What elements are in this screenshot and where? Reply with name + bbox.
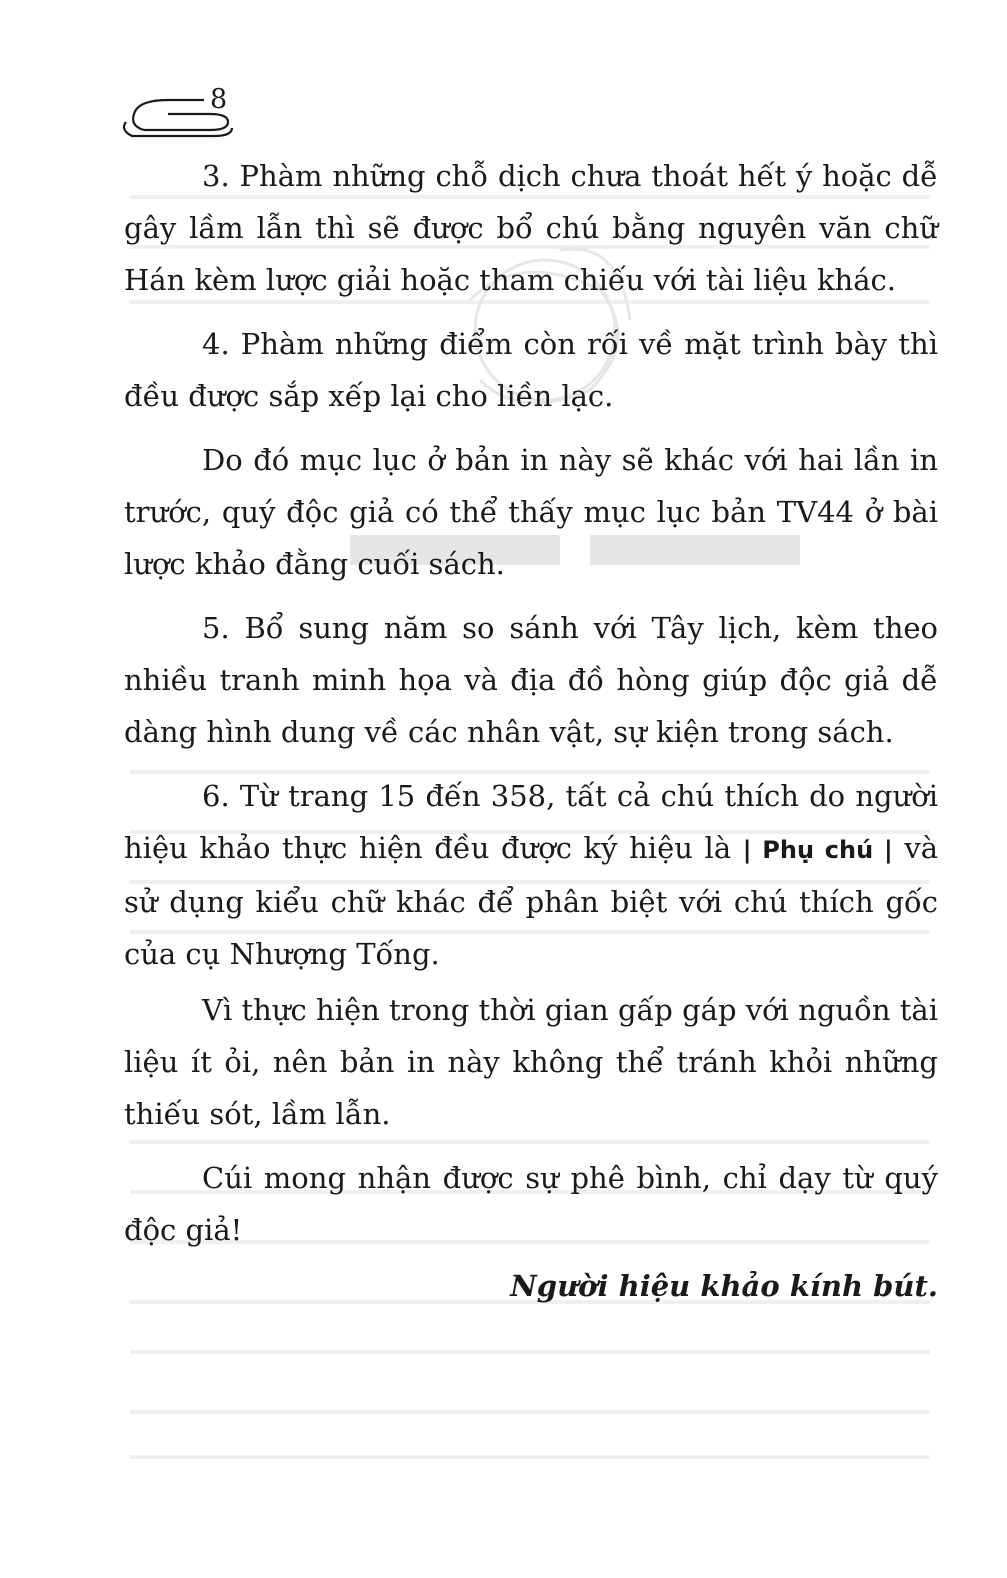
paragraph-3: 3. Phàm những chỗ dịch chưa thoát hết ý hoặc dễ gây lầm lẫn thì sẽ được bổ chú bằng nguyên văn chữ Hán kèm lược giải hoặc tham chiếu với tài liệu khác. [124,159,938,297]
paragraph-4: 4. Phàm những điểm còn rối về mặt trình bày thì đều được sắp xếp lại cho liền lạc. [124,327,938,413]
body-text [124,150,938,1312]
paragraph-6-after: và sử dụng kiểu chữ khác để phân biệt với chú thích gốc của cụ Nhượng Tống. [124,831,939,971]
phu-chu-marker: | Phụ chú | [742,836,893,864]
paragraph-6 [124,770,938,980]
page-number: 8 [210,84,228,115]
paragraph-closing: Cúi mong nhận được sự phê bình, chỉ dạy từ quý độc giả! [124,1161,938,1247]
paragraph-6-before: 6. Từ trang 15 đến 358, tất cả chú thích do người hiệu khảo thực hiện đều được ký hiệu là [124,779,938,865]
paragraph-apology: Vì thực hiện trong thời gian gấp gáp với nguồn tài liệu ít ỏi, nên bản in này không thể tránh khỏi những thiếu sót, lầm lẫn. [124,993,938,1131]
paragraph-table-of-contents-note: Do đó mục lục ở bản in này sẽ khác với hai lần in trước, quý độc giả có thể thấy mục lục bản TV44 ở bài lược khảo đằng cuối sách. [124,443,938,581]
paragraph-5: 5. Bổ sung năm so sánh với Tây lịch, kèm theo nhiều tranh minh họa và địa đồ hòng giúp độc giả dễ dàng hình dung về các nhân vật, sự kiện trong sách. [124,611,938,749]
signature: Người hiệu khảo kính bút. [510,1269,938,1303]
phu-chu-marker-label: Phụ chú [762,836,874,864]
